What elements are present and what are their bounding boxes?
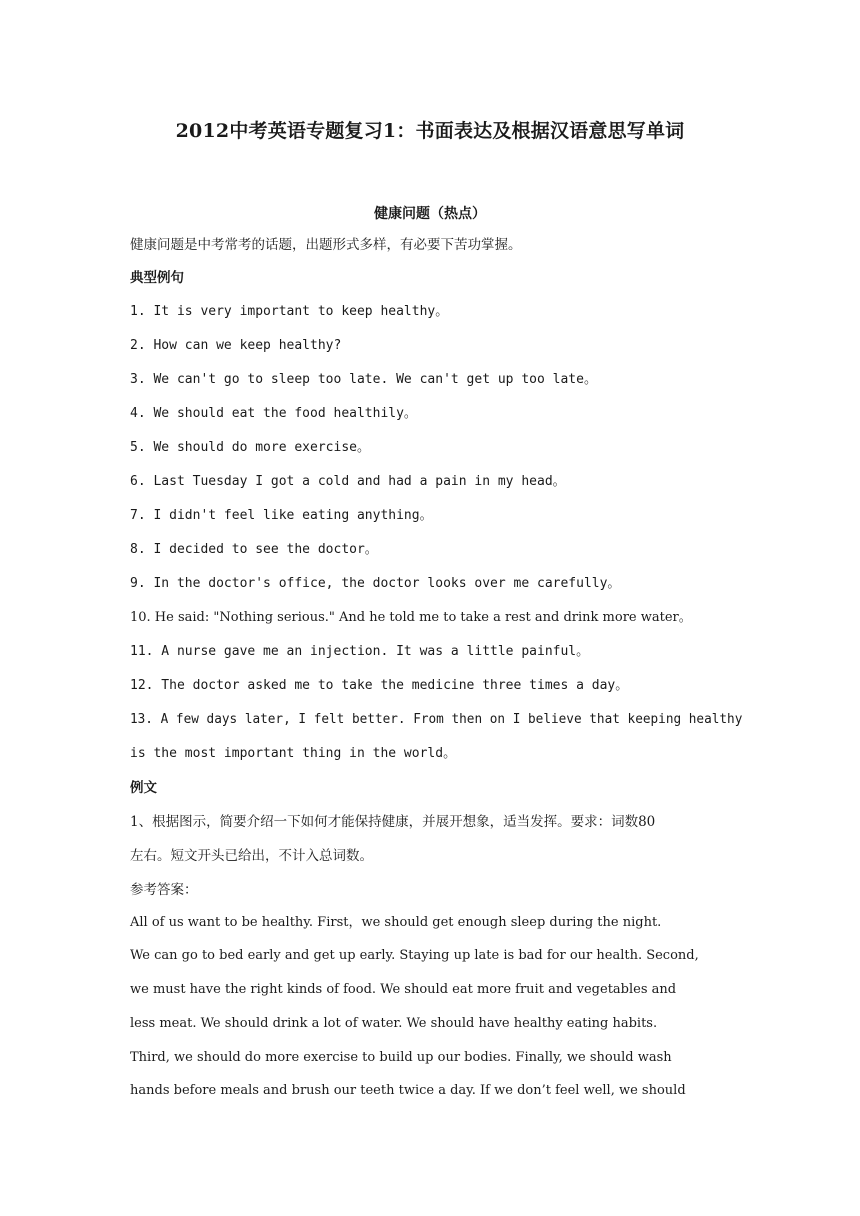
task-line: 1、根据图示，简要介绍一下如何才能保持健康，并展开想象，适当发挥。要求：词数80: [130, 814, 656, 830]
sentence-line: 4. We should eat the food healthily。: [130, 406, 417, 421]
sentence-line: 10. He said: "Nothing serious." And he told me to take a rest and drink more water。: [130, 610, 692, 625]
section-heading: 健康问题（热点）: [374, 206, 486, 222]
answer-line: we must have the right kinds of food. We should eat more fruit and vegetables and: [130, 982, 677, 997]
sentence-line: 11. A nurse gave me an injection. It was a little painful。: [130, 644, 590, 659]
sentence-line: 13. A few days later, I felt better. From then on I believe that keeping healthy: [130, 712, 743, 727]
task-line: 左右。短文开头已给出，不计入总词数。: [130, 848, 373, 864]
sentence-line: 12. The doctor asked me to take the medicine three times a day。: [130, 678, 629, 693]
example-heading: 例文: [130, 780, 157, 796]
sentence-line: 2. How can we keep healthy?: [130, 338, 342, 353]
answer-line: Third, we should do more exercise to build up our bodies. Finally, we should wash: [130, 1050, 672, 1065]
sentence-line: 7. I didn't feel like eating anything。: [130, 508, 433, 523]
sentence-line: 1. It is very important to keep healthy。: [130, 304, 449, 319]
answer-line: less meat. We should drink a lot of water. We should have healthy eating habits.: [130, 1016, 658, 1031]
sentence-line: 6. Last Tuesday I got a cold and had a pain in my head。: [130, 474, 566, 489]
page-title: 2012中考英语专题复习1：书面表达及根据汉语意思写单词: [175, 120, 685, 142]
answer-line: We can go to bed early and get up early. Staying up late is bad for our health. Second,: [130, 948, 699, 963]
sentence-line: 9. In the doctor's office, the doctor looks over me carefully。: [130, 576, 621, 591]
sentence-line: 8. I decided to see the doctor。: [130, 542, 378, 557]
sentence-line: 3. We can't go to sleep too late. We can't get up too late。: [130, 372, 597, 387]
answer-line: All of us want to be healthy. First，we should get enough sleep during the night.: [130, 915, 662, 930]
sentences-heading: 典型例句: [130, 270, 184, 286]
answer-line: hands before meals and brush our teeth twice a day. If we don’t feel well, we should: [130, 1083, 686, 1098]
sentence-line: is the most important thing in the world。: [130, 746, 457, 761]
sentence-line: 5. We should do more exercise。: [130, 440, 370, 455]
intro-paragraph: 健康问题是中考常考的话题，出题形式多样，有必要下苦功掌握。: [130, 237, 522, 253]
answer-label: 参考答案：: [130, 882, 198, 898]
